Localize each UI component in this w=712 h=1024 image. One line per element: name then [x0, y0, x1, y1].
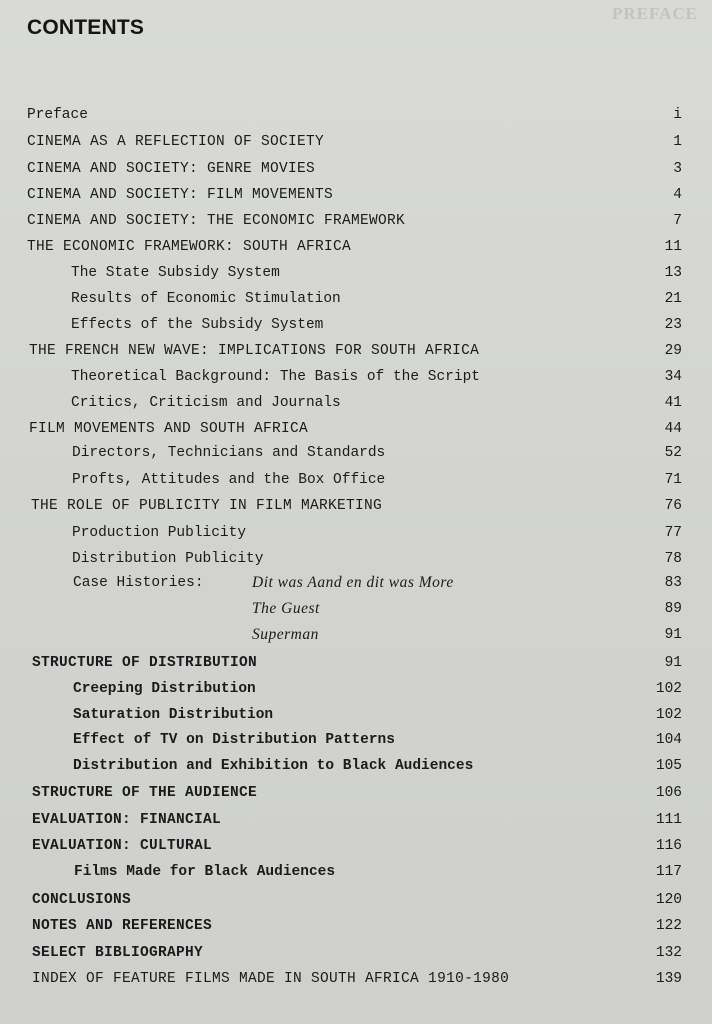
toc-entry-page: 34: [664, 369, 682, 385]
toc-entry: [0, 942, 712, 964]
toc-entry: [0, 340, 712, 362]
toc-entry: [0, 835, 712, 857]
toc-entry-page: 13: [664, 265, 682, 281]
toc-entry-title: The Guest: [252, 600, 320, 617]
toc-entry: [0, 968, 712, 990]
toc-subentry: [0, 392, 712, 414]
toc-entry-page: 21: [664, 291, 682, 307]
toc-entry-title: The State Subsidy System: [71, 265, 280, 281]
toc-entry-page: 102: [655, 681, 682, 697]
toc-entry: [0, 782, 712, 804]
toc-entry-page: 122: [655, 918, 682, 934]
toc-entry-title: Case Histories:: [73, 575, 204, 591]
toc-entry: [0, 418, 712, 440]
toc-entry-title: SELECT BIBLIOGRAPHY: [32, 945, 204, 961]
toc-entry-page: 83: [664, 575, 682, 591]
toc-entry-title: Distribution Publicity: [72, 551, 264, 567]
toc-entry-page: 29: [664, 343, 682, 359]
toc-entry: [0, 915, 712, 937]
toc-entry-page: 104: [655, 732, 682, 748]
toc-entry: [0, 131, 712, 153]
toc-entry-title: CINEMA AND SOCIETY: GENRE MOVIES: [27, 161, 316, 177]
toc-entry-page: 132: [655, 945, 682, 961]
toc-entry-title: Theoretical Background: The Basis of the Script: [71, 369, 480, 385]
toc-entry-page: 23: [664, 317, 682, 333]
toc-entry-title: Results of Economic Stimulation: [71, 291, 341, 307]
toc-entry-page: 111: [655, 812, 682, 828]
toc-entry: [0, 809, 712, 831]
toc-entry-title: Effect of TV on Distribution Patterns: [73, 732, 395, 748]
toc-entry-title: CONCLUSIONS: [32, 892, 132, 908]
toc-entry: [0, 652, 712, 674]
toc-subentry: [0, 442, 712, 464]
toc-entry-title: Preface: [27, 107, 88, 123]
toc-subentry: [0, 288, 712, 310]
toc-entry-page: 76: [664, 498, 682, 514]
toc-entry: [0, 210, 712, 232]
toc-entry-page: 41: [664, 395, 682, 411]
toc-film-title: [0, 572, 712, 594]
toc-subentry: [0, 522, 712, 544]
toc-entry: [0, 889, 712, 911]
toc-entry-page: 91: [664, 627, 682, 643]
toc-subentry: [0, 861, 712, 883]
toc-subentry: [0, 314, 712, 336]
toc-entry-title: INDEX OF FEATURE FILMS MADE IN SOUTH AFRICA 1910-1980: [32, 971, 510, 987]
toc-entry-title: STRUCTURE OF DISTRIBUTION: [32, 655, 258, 671]
toc-entry-page: 117: [655, 864, 682, 880]
toc-subentry: [0, 469, 712, 491]
toc-entry-title: Superman: [252, 626, 319, 643]
contents-heading: CONTENTS: [27, 16, 145, 39]
toc-entry-page: 116: [655, 838, 682, 854]
bleed-through-text: PREFACE: [611, 4, 698, 23]
toc-entry-title: Distribution and Exhibition to Black Audiences: [73, 758, 474, 774]
toc-entry-page: 89: [664, 601, 682, 617]
toc-entry-page: 105: [655, 758, 682, 774]
toc-entry: [0, 104, 712, 126]
toc-entry-page: 139: [655, 971, 682, 987]
toc-entry: [0, 158, 712, 180]
toc-entry-title: Profts, Attitudes and the Box Office: [72, 472, 386, 488]
toc-entry-page: 11: [664, 239, 682, 255]
toc-entry-title: EVALUATION: CULTURAL: [32, 838, 213, 854]
toc-entry-title: STRUCTURE OF THE AUDIENCE: [32, 785, 258, 801]
toc-entry-title: Production Publicity: [72, 525, 247, 541]
toc-entry-title: Effects of the Subsidy System: [71, 317, 324, 333]
toc-entry-title: Creeping Distribution: [73, 681, 256, 697]
toc-subentry: [0, 366, 712, 388]
toc-entry-title: NOTES AND REFERENCES: [32, 918, 213, 934]
toc-subentry: [0, 678, 712, 700]
toc-entry-title: THE FRENCH NEW WAVE: IMPLICATIONS FOR SOUTH AFRICA: [29, 343, 480, 359]
toc-entry-page: 78: [664, 551, 682, 567]
toc-entry-title: Films Made for Black Audiences: [74, 864, 336, 880]
toc-entry-title: THE ECONOMIC FRAMEWORK: SOUTH AFRICA: [27, 239, 352, 255]
toc-entry-title: CINEMA AND SOCIETY: FILM MOVEMENTS: [27, 187, 334, 203]
toc-entry-page: 3: [673, 161, 682, 177]
toc-entry-title: Directors, Technicians and Standards: [72, 445, 386, 461]
toc-entry: [0, 495, 712, 517]
toc-entry-title: Dit was Aand en dit was More: [252, 574, 454, 591]
toc-entry-title: CINEMA AND SOCIETY: THE ECONOMIC FRAMEWORK: [27, 213, 406, 229]
toc-entry-page: 91: [664, 655, 682, 671]
toc-entry-page: 77: [664, 525, 682, 541]
toc-entry-title: CINEMA AS A REFLECTION OF SOCIETY: [27, 134, 325, 150]
toc-entry-title: EVALUATION: FINANCIAL: [32, 812, 222, 828]
toc-subentry: [0, 729, 712, 751]
toc-subentry: [0, 755, 712, 777]
toc-entry-title: Critics, Criticism and Journals: [71, 395, 341, 411]
toc-entry-page: 1: [673, 134, 682, 150]
toc-entry-page: 102: [655, 707, 682, 723]
toc-entry-title: FILM MOVEMENTS AND SOUTH AFRICA: [29, 421, 309, 437]
toc-entry-page: 120: [655, 892, 682, 908]
toc-entry-title: Saturation Distribution: [73, 707, 274, 723]
toc-entry-page: 4: [673, 187, 682, 203]
toc-subentry: [0, 704, 712, 726]
toc-entry-page: 44: [664, 421, 682, 437]
toc-entry-page: 7: [673, 213, 682, 229]
toc-film-title: [0, 598, 712, 620]
toc-entry-page: 106: [655, 785, 682, 801]
toc-entry-page: 71: [664, 472, 682, 488]
toc-entry: [0, 184, 712, 206]
toc-subentry: [0, 548, 712, 570]
toc-entry: [0, 236, 712, 258]
toc-entry-page: i: [673, 107, 682, 123]
toc-subentry: [0, 262, 712, 284]
toc-film-title: [0, 624, 712, 646]
toc-entry-title: THE ROLE OF PUBLICITY IN FILM MARKETING: [31, 498, 383, 514]
toc-entry-page: 52: [664, 445, 682, 461]
